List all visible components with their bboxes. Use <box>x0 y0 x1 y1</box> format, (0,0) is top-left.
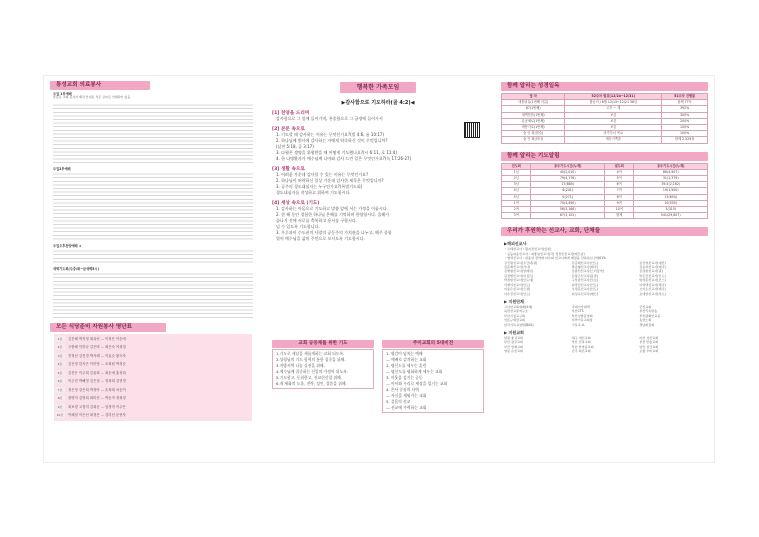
support-church-item: 영봉 순천교회 <box>504 349 523 354</box>
question-line: 1. 어려움 가운데 감사할 수 있는 이유는 무엇인가요? <box>276 172 369 177</box>
theme-title: ▶감사함으로 기도하라(골 4:2)◀ <box>341 100 415 106</box>
table-cell: 79(4,176) <box>531 176 605 182</box>
table-cell: 1님 <box>502 169 531 175</box>
vision-header: 주미교회의 5대비전 <box>382 340 484 348</box>
table-cell: 합습지 / 6월 12/15~12/21 38일 <box>565 100 662 106</box>
table-cell: 67(3,102) <box>531 213 605 219</box>
duty-group-number: 5조 <box>55 370 65 376</box>
missionary-item: 구상남선교사(모로) <box>571 278 598 283</box>
missionary-item: 최경진선교사(인도) <box>571 282 598 287</box>
table-cell: 13(654) <box>634 194 708 200</box>
bible-reading-header: 함께 알리는 성경일독 <box>501 82 708 91</box>
missionary-item: 방정훈선교사(코스) <box>639 278 666 283</box>
question-line: 4. 한 나병환자가 예수님께 나아와 감사 드린 일은 무엇인가요?(눅 17:26-27) <box>276 156 412 161</box>
list-line: 5. 걸음의 선교 <box>386 399 411 404</box>
center-column <box>272 76 484 462</box>
table-cell: 100% <box>662 125 708 131</box>
section-world: [4] 세상 속으로 (기도) <box>272 201 320 206</box>
assignment-block-3 <box>53 248 253 264</box>
missionary-item: 박정현선교사(인도네) <box>504 278 534 283</box>
support-church-item: 부산 한마음교회 <box>571 344 594 349</box>
duty-row <box>54 386 252 395</box>
table-cell: 함께 77독 <box>662 100 708 106</box>
table-cell: 200% <box>662 118 708 124</box>
support-org-item: 부산시장교구회 <box>504 313 525 318</box>
missionary-intro-line: ・공등파송선교사 : 최종섭선교사(국) 정신인선교사(베트남) <box>504 251 585 256</box>
duty-names: 구충혜 이하나 김은비 ... 최은숙 이희정 <box>68 345 126 350</box>
table-cell: 4여 <box>604 169 633 175</box>
table-row <box>502 213 708 219</box>
support-church-item: 양산 성강교회 <box>639 344 659 349</box>
question-line: 3. 우루과이 수도권의 사랑의 공동주의 가치관을 나누고, 해주 종합 <box>276 230 392 235</box>
support-org-item: 국제기아대책 <box>571 304 590 309</box>
table-cell: 새벽틈틈(1번째) <box>502 112 565 118</box>
missionary-item: 이우진선교사(인도) <box>504 291 531 296</box>
support-church-item: 마산 성산교회 <box>639 335 659 340</box>
support-org-grid <box>504 305 705 327</box>
support-church-item: 진주 회진교회 <box>571 349 591 354</box>
list-line: 4.예수님께 집중하는 신앙의 가정이 되도록. <box>276 369 349 374</box>
table-cell: 3(315) <box>634 207 708 213</box>
table-header-cell: 열 차 <box>502 94 565 100</box>
support-org-title: ▶ 지원단체 <box>504 298 524 304</box>
prayer-header: 행복한 가족모임 <box>340 82 416 93</box>
table-cell: 3님 <box>502 182 531 188</box>
overseas-missionary-title: ▶해외선교사 <box>504 241 527 247</box>
list-line: 5.기도합고, 동침한고, 선교헌신할 위해. <box>276 375 342 380</box>
section-praise: [1] 찬양을 드리며 <box>272 111 310 116</box>
missionary-item: 김윤상선교사(태국) <box>639 265 666 270</box>
table-cell: 보감 <box>565 112 662 118</box>
section-life: [3] 생활 속으로 <box>272 167 305 172</box>
missionary-item: 오이돈선교사(태국) <box>639 287 666 292</box>
duty-names: 김은혜 박지영 최옥선 ... 이정은 이순애 <box>68 336 126 341</box>
table-cell: 계산기쪽을 <box>565 137 662 143</box>
missionary-item: 김신영선교사(대만) <box>639 260 666 265</box>
service-title-4: 새벽기도회(주중/화~금새벽5시) <box>53 266 99 271</box>
missionary-item: 최성욱선교사(베트) <box>571 291 598 296</box>
table-cell: 17(885) <box>531 182 605 188</box>
missionary-item: 이영택선교사(태국) <box>639 282 666 287</box>
service-title-3: 주일오후찬양예배 ★ <box>53 243 82 248</box>
assignment-block-1 <box>53 102 253 164</box>
church-prayer-list <box>272 349 374 389</box>
table-row <box>502 137 708 143</box>
table-cell: 5(271) <box>531 194 605 200</box>
table-cell: 3여 <box>502 213 531 219</box>
missionary-item: 우정훈선교사(인도) <box>571 287 598 292</box>
duty-group-number: 4조 <box>55 361 65 367</box>
duty-row <box>54 377 252 386</box>
missionary-intro-line: ・협력선교사 : 내용상 전략에 다수의 선교사에게 배정을 전하하심 (약)61% <box>504 256 606 261</box>
duty-group-number: 9조 <box>55 404 65 410</box>
prayer-time-table <box>501 163 708 220</box>
table-cell: 70(4,490) <box>531 200 605 206</box>
support-church-item: 남원 충성교회 <box>504 335 523 340</box>
missionary-item: 김준배선교사(가나) <box>504 265 531 270</box>
table-cell: 300% <box>662 112 708 118</box>
vision-list <box>382 349 484 413</box>
qr-code-icon <box>464 122 480 138</box>
table-header-row <box>502 94 708 100</box>
table-cell: 1여 <box>502 200 531 206</box>
support-church-title: ▶ 지원교회 <box>504 329 524 335</box>
duty-names: 장영미 김영희 최미선 ... 박순자 정희정 <box>68 396 126 401</box>
missionary-intro-line: ・주테선교사 : 황지전선교사(일본) <box>504 247 552 252</box>
table-cell: 고후 ~ 계 <box>565 106 662 112</box>
question-line: (살전 5:18, 골 3:17) <box>276 144 314 149</box>
duty-group-number: 10조 <box>56 413 64 418</box>
missionary-item: 조대연선교사(라오) <box>639 291 666 296</box>
list-line: — 평신도를 평화하게 세우는 교회 <box>386 369 443 374</box>
table-cell: 7여 <box>604 188 633 194</box>
table-cell: 4님 <box>502 188 531 194</box>
duty-row <box>54 403 252 412</box>
missionary-item: 강건원선교사(우간다/필) <box>504 260 538 265</box>
service-title-1: 주일 1부예배 <box>53 92 72 96</box>
support-church-item: 포항 우비교회 <box>639 349 659 354</box>
table-cell: 10(550) <box>634 200 708 206</box>
duty-names: 진정선 김진경 박지혜 ... 이효순 황숙자 <box>68 353 126 358</box>
question-line: 열어 예수님을 삶의 주인으로 모시도록 기도합시다. <box>276 236 365 241</box>
table-cell: 19(1,500) <box>634 188 708 194</box>
support-org-item: 부산기독방송 <box>639 309 658 314</box>
left-column <box>50 76 256 462</box>
support-org-item: 경남회장회 <box>639 322 655 327</box>
missionary-item: 김창곤선교사(몽골) <box>571 273 598 278</box>
duty-row <box>54 335 252 344</box>
question-line: 감사함으로 그 앞에 들어가며, 찬송함으로 그 궁정에 들어가서 <box>276 116 383 121</box>
mission-header: 우리가 후원하는 선교사, 교회, 단체들 <box>501 227 708 236</box>
table-cell: 보감 <box>565 118 662 124</box>
table-cell: 31(1,379) <box>634 176 708 182</box>
table-cell: 67(1번째) <box>502 106 565 112</box>
table-cell: 100% <box>662 131 708 137</box>
missionary-item: 김정협선교사(이집트) <box>504 273 534 278</box>
list-line: 4. 은사 중심의 사역 <box>386 387 419 392</box>
missionary-item: 김정현선교사(필) <box>639 269 663 274</box>
duty-list <box>54 334 252 421</box>
table-cell: 마가부서 목요 <box>565 131 662 137</box>
duty-row <box>54 360 252 369</box>
question-line: 2. 한 해 동안 경험한 하나님 은혜를 기억하며 찬양합시다. 올해가 <box>276 212 390 217</box>
duty-group-number: 6조 <box>55 378 65 384</box>
table-cell: 9여 <box>604 200 633 206</box>
duty-names: 이주진 박해영 김은정 ... 정복희 김현경 <box>68 379 126 384</box>
duty-group-number: 1조 <box>55 336 65 342</box>
table-cell: 392% <box>662 106 708 112</box>
list-line: 1.기도로 새날을 새롭게하는 교회 되도록. <box>276 351 345 356</box>
duty-group-number: 3조 <box>55 353 65 359</box>
missionary-item: 이승은선교사(모잠) <box>504 287 531 292</box>
table-header-cell: 51주차 진행률 <box>662 94 708 100</box>
question-line: 1. 감사하는 마음으로 기도하고 말씀 앞에 서는 가정을 이룹시다. <box>276 206 388 211</box>
table-cell: 합계 <box>604 213 633 219</box>
list-line: 2. 평신도를 세우는 훈련 <box>386 363 427 368</box>
duty-names: 정은정 강은희 박정아 ... 손복희 차순이 <box>68 387 126 392</box>
table-cell: 5님 <box>502 194 531 200</box>
duty-row <box>54 369 252 378</box>
support-org-item: 부산CTS <box>571 309 584 314</box>
table-cell: 5여 <box>604 176 633 182</box>
table-cell: 숲 인 회(회사) <box>502 137 565 143</box>
prayer-time-header: 함께 알리는 기도알림 <box>501 152 708 161</box>
list-line: 1. 영감이 넘치는 예배 <box>386 351 423 356</box>
missionary-item: 김준배선교사(인도) <box>571 260 598 265</box>
table-cell: 보감 <box>565 125 662 131</box>
section-text: [2] 본문 속으로 <box>272 127 305 132</box>
support-org-item: 기독교 LL <box>571 322 586 327</box>
support-church-item: 부산 반송교회 <box>639 340 659 345</box>
support-church-item: 부산 진복교회 <box>571 340 591 345</box>
right-column <box>501 76 708 462</box>
table-header-cell: 권도회 <box>604 163 633 169</box>
left-header: 통성교회 의료봉사 <box>50 81 150 90</box>
duty-names: 김종은 이주희 김윤희 ... 최순애 홍성희 <box>68 370 126 375</box>
support-church-item: 부산 연제교회 <box>504 344 523 349</box>
list-line: 3.지방서역 나눔 실천을 위해. <box>276 363 325 368</box>
missionary-item: 김병철선교사(말레이) <box>504 269 534 274</box>
table-cell: 6여 <box>604 182 633 188</box>
table-header-cell: 공주기도시간(누계) <box>634 163 708 169</box>
table-header-cell: 진도회 <box>502 163 531 169</box>
question-line: 2. 하나님께 범사에 감사하는 자에게 약속하신 것이 무엇입니까? <box>276 138 388 143</box>
support-org-item: 북한선교통역구조 <box>504 309 528 314</box>
table-cell: 39.5(2,162) <box>634 182 708 188</box>
assignment-block-4 <box>53 271 253 319</box>
list-line: — 선교에 주력하는 교회 <box>386 405 427 410</box>
duty-row <box>54 352 252 361</box>
table-cell: 10여 <box>604 207 633 213</box>
question-line: 끝나기 전에 서로를 축복하고 용서를 구합시다. <box>276 218 358 223</box>
list-line: — 자신을 세워가는 교회 <box>386 393 427 398</box>
table-cell: 8여 <box>604 194 633 200</box>
support-org-item: 부산성합운영회 <box>571 313 593 318</box>
table-cell: 86(4,907) <box>634 169 708 175</box>
assignment-block-2 <box>53 171 253 241</box>
church-prayer-header: 교회 공동체를 위한 기도 <box>272 340 374 348</box>
bulletin-sheet <box>44 76 714 462</box>
question-line: 3. 다윗은 생명을 위협받을 때 어떻게 기도했나요?(시 6:11, 호 11:4) <box>276 150 397 155</box>
table-cell: 숲 인 회(함습) <box>502 131 565 137</box>
duty-row <box>54 343 252 352</box>
table-cell: 함께 2,529장 <box>662 137 708 143</box>
table-cell: 56(3,168) <box>531 207 605 213</box>
list-line: — 아이와 우리로 세상을 섬기는 교회 <box>386 381 448 386</box>
table-cell: 바통가호(1번째) <box>502 125 565 131</box>
duty-group-number: 8조 <box>55 395 65 401</box>
list-line: 2.성령님의 기도 합력의 통한 집중을 위해. <box>276 357 346 362</box>
table-row <box>502 100 708 106</box>
table-cell: 2님 <box>502 176 531 182</box>
missionary-item: 박준형선교사(태국) <box>571 265 598 270</box>
missionary-item: 서재석선교사(인도) <box>504 282 531 287</box>
support-church-item: 부산 평강교회 <box>504 340 523 345</box>
duty-group-number: 7조 <box>55 387 65 393</box>
duty-names: 최보경 고정미 김희순 ... 임정아 이주은 <box>68 404 126 409</box>
table-cell: 6(241) <box>531 188 605 194</box>
support-church-grid <box>504 336 705 354</box>
table-cell: 유공체로(1번째) <box>502 118 565 124</box>
duty-row <box>54 411 252 420</box>
missionary-item: 김종선선교사(스리랑카) <box>571 269 604 274</box>
support-org-item: 동영노회 <box>639 318 652 323</box>
support-org-item: 고난한교회예배(4개) <box>504 304 533 309</box>
bible-reading-table <box>501 93 708 144</box>
list-line: 3. 이웃을 섬기는 공동 <box>386 375 423 380</box>
assignment-text: 본문은 교회 봉사자 배치 안내로 작은 글씨로 인쇄되어 있음 <box>53 95 131 99</box>
support-org-item: 한국기독교연합(BAS) <box>504 322 534 327</box>
question-line: 2. 하나님이 허락하신 일상 가운데 감사한 제목은 무엇입니까? <box>276 178 384 183</box>
list-line: 6.개 세화의 도움, 전략, 성인, 결혼을 위해. <box>276 381 347 386</box>
service-title-2: 주일2부예배 <box>53 166 71 171</box>
support-org-item: 부산평화안교공 <box>639 313 661 318</box>
duty-row <box>54 394 252 403</box>
question-line: 3. 공주의 경도대심자는 누구인가요?(특별기도회) <box>276 184 363 189</box>
support-org-item: 지역기독교회장 <box>571 318 593 323</box>
support-org-item: 언론구세선교회 <box>504 318 525 323</box>
table-cell: 40(2,010) <box>531 169 605 175</box>
question-line: 1. 기도할 때 감사하는 이유는 무엇인가요?(빌 4:6, 롬 10:17) <box>276 132 385 137</box>
table-header-cell: 52주차 범위(12/24~12/31) <box>565 94 662 100</box>
support-church-item: 대구 개신교회 <box>571 335 591 340</box>
missionary-item: 박은진선교사(인도) <box>639 273 666 278</box>
list-line: — 예배로 감격하는 교회 <box>386 357 427 362</box>
support-org-item: 군선교회 <box>639 304 652 309</box>
table-cell: 2여 <box>502 207 531 213</box>
duty-names: 이혜정 이은선 최정은 ... 김미선 문현자 <box>68 413 126 418</box>
question-line: 경도대심자를 작성하고 위하여 기도합시다. <box>276 190 351 195</box>
missionary-grid <box>504 261 705 296</box>
duty-group-number: 2조 <box>55 344 65 350</box>
table-cell: 541(29,607) <box>634 213 708 219</box>
table-cell: 대통령유(1번째 이름) <box>502 100 565 106</box>
duty-header: 모든 식당준비 자원봉사 명단표 <box>50 323 166 332</box>
duty-names: 김은경 한지은 이미영 ... 조희원 박정순 <box>68 362 126 367</box>
question-line: 넘 수 있도록 기도합니다. <box>276 224 320 229</box>
table-header-cell: 공주기도시간(누계) <box>531 163 605 169</box>
